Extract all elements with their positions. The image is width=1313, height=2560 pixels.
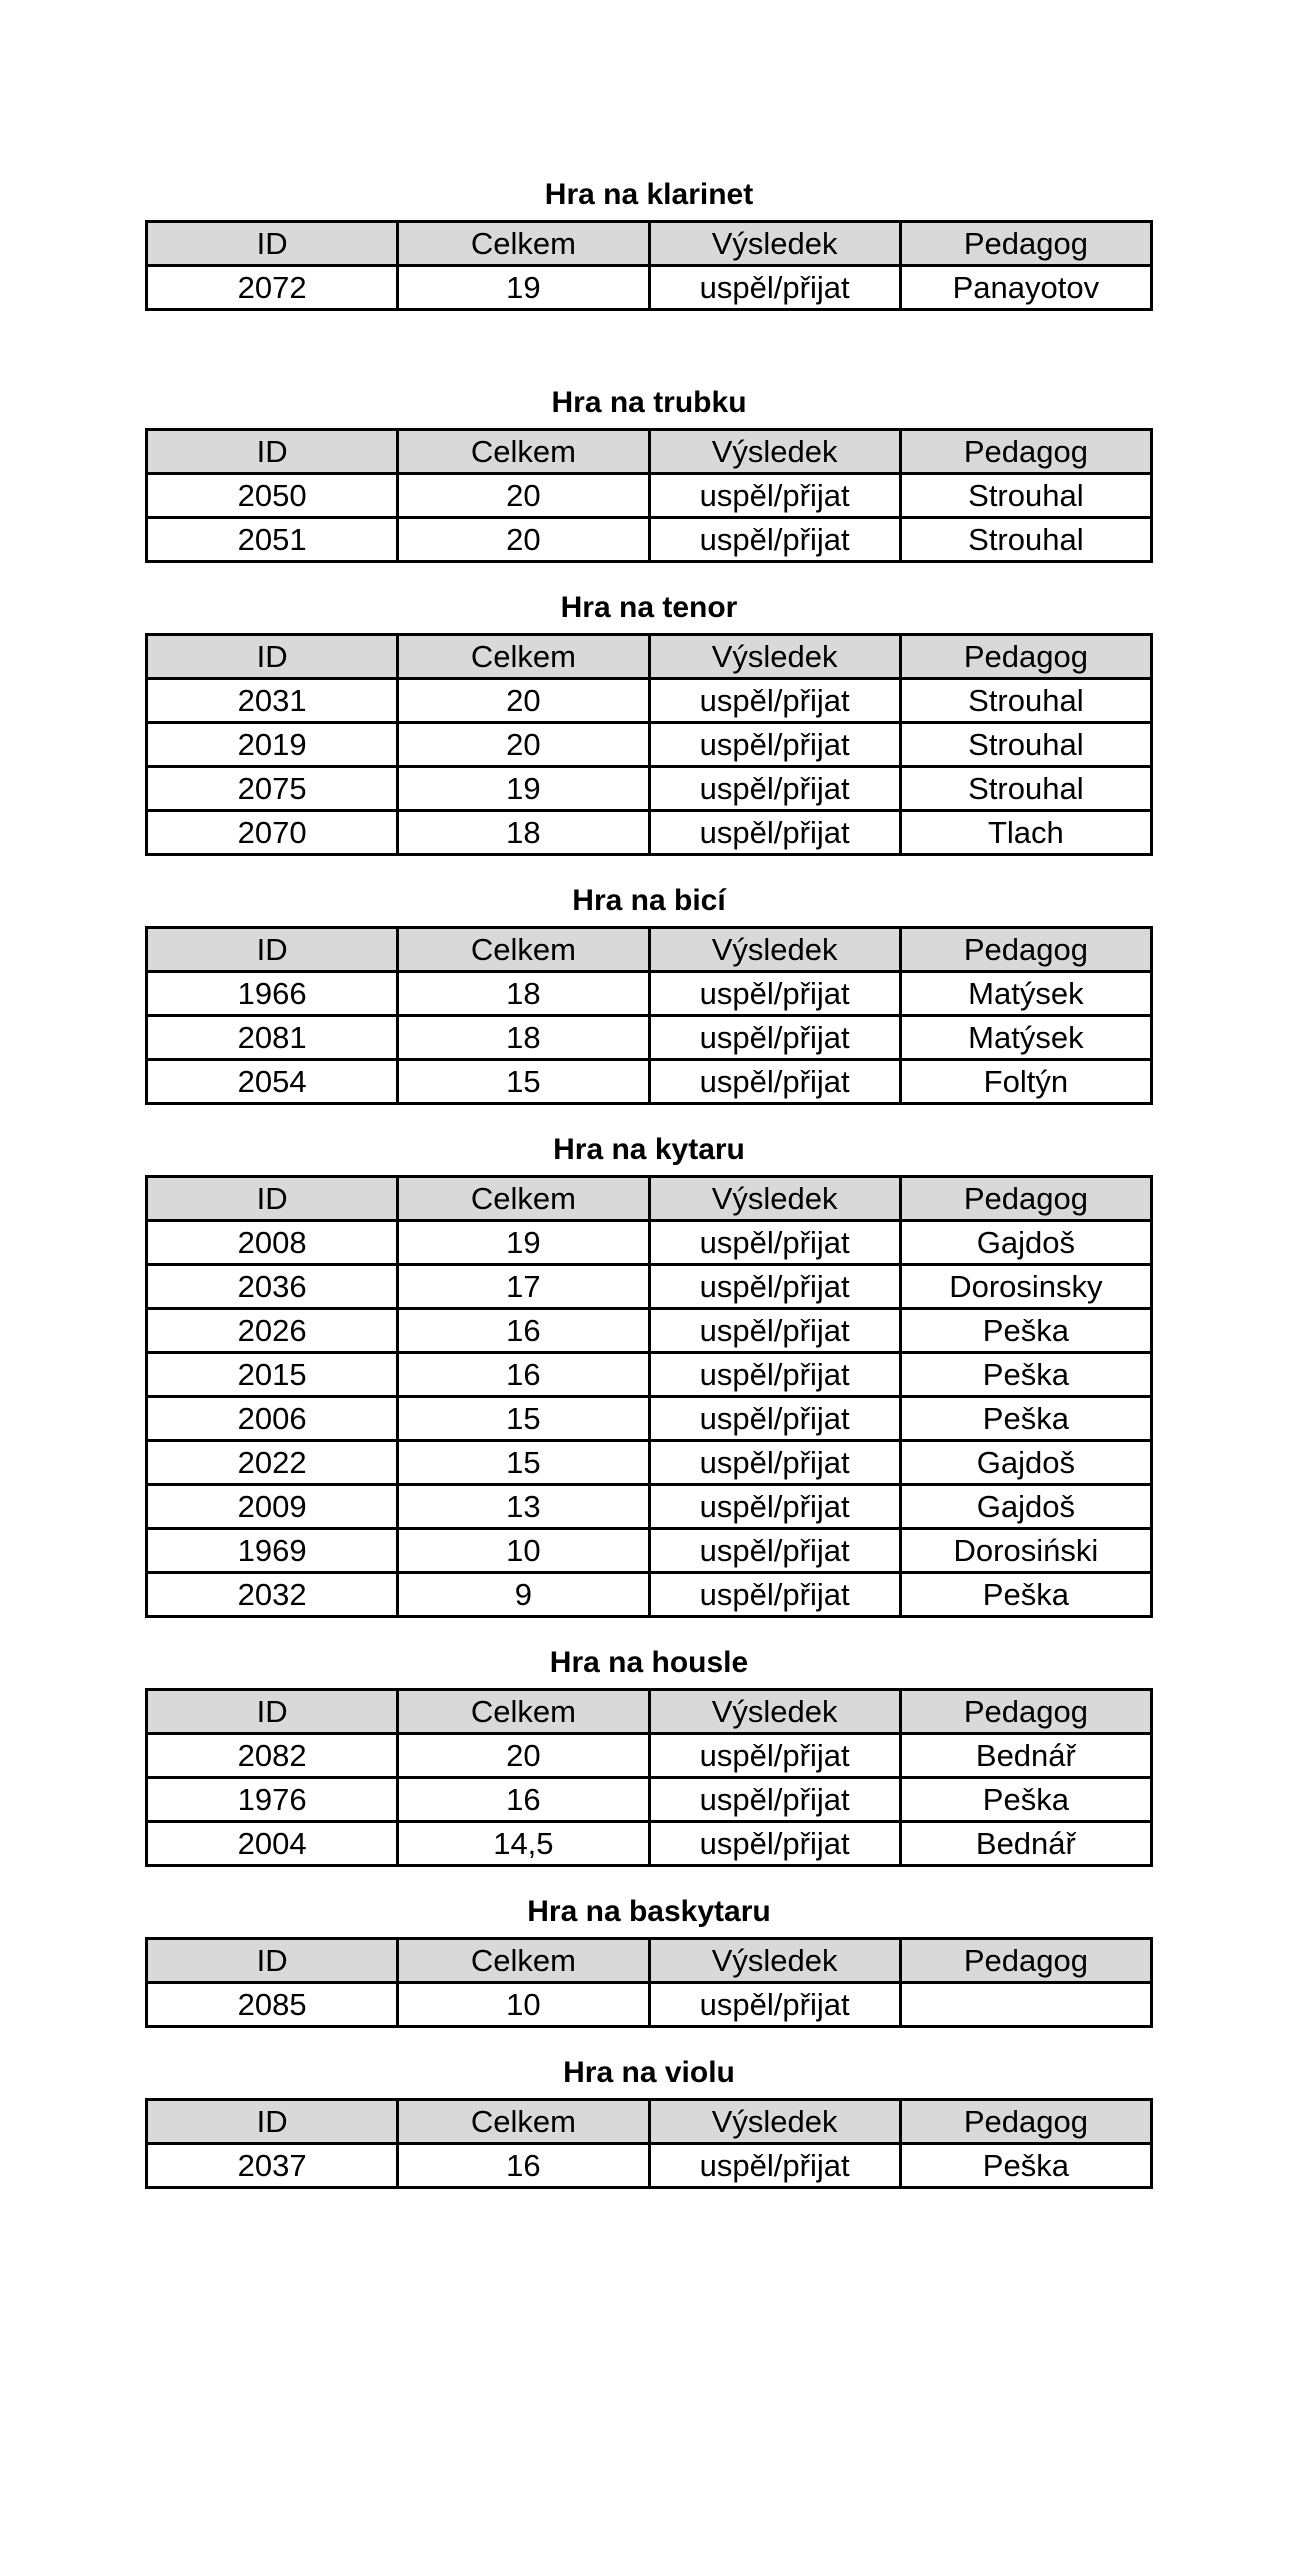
table-cell: uspěl/přijat [649, 679, 900, 723]
table-cell: 2085 [147, 1983, 398, 2027]
table-row [147, 1353, 1152, 1397]
table-cell: 16 [398, 1778, 649, 1822]
table-cell: 2051 [147, 518, 398, 562]
table-cell: Gajdoš [900, 1485, 1151, 1529]
table-cell: 9 [398, 1573, 649, 1617]
column-header: Celkem [398, 1939, 649, 1983]
column-header: Pedagog [900, 635, 1151, 679]
column-header: Celkem [398, 635, 649, 679]
section-title: Hra na baskytaru [527, 1895, 771, 1928]
table-cell: uspěl/přijat [649, 2144, 900, 2188]
table-cell: 18 [398, 972, 649, 1016]
table-cell: 1966 [147, 972, 398, 1016]
table-cell: uspěl/přijat [649, 1573, 900, 1617]
table-row [147, 1221, 1152, 1265]
table-cell: 18 [398, 811, 649, 855]
table-row [147, 972, 1152, 1016]
table-cell: uspěl/přijat [649, 972, 900, 1016]
table-cell: uspěl/přijat [649, 1265, 900, 1309]
column-header: Pedagog [900, 430, 1151, 474]
table-cell: 2008 [147, 1221, 398, 1265]
table-cell: 16 [398, 1309, 649, 1353]
table-row [147, 1397, 1152, 1441]
table-cell: 20 [398, 474, 649, 518]
column-header: Celkem [398, 1177, 649, 1221]
table-cell: uspěl/přijat [649, 1822, 900, 1866]
column-header: Celkem [398, 430, 649, 474]
table-cell: uspěl/přijat [649, 1016, 900, 1060]
column-header: Pedagog [900, 1939, 1151, 1983]
table-row [147, 474, 1152, 518]
table-header-row [147, 1690, 1152, 1734]
table-cell: 2050 [147, 474, 398, 518]
table-cell: uspěl/přijat [649, 723, 900, 767]
results-table [145, 428, 1153, 563]
table-cell: uspěl/přijat [649, 1485, 900, 1529]
column-header: Výsledek [649, 2100, 900, 2144]
instrument-section [145, 2048, 1153, 2189]
table-cell: 2075 [147, 767, 398, 811]
table-cell: 2032 [147, 1573, 398, 1617]
table-cell: uspěl/přijat [649, 1441, 900, 1485]
table-cell: uspěl/přijat [649, 767, 900, 811]
table-cell: uspěl/přijat [649, 1983, 900, 2027]
table-cell: 10 [398, 1983, 649, 2027]
table-row [147, 1441, 1152, 1485]
column-header: ID [147, 222, 398, 266]
table-row [147, 1309, 1152, 1353]
table-header-row [147, 2100, 1152, 2144]
results-document [145, 150, 1153, 2189]
column-header: Pedagog [900, 1690, 1151, 1734]
results-table [145, 1937, 1153, 2028]
column-header: Pedagog [900, 222, 1151, 266]
table-cell [900, 1983, 1151, 2027]
table-cell: 15 [398, 1060, 649, 1104]
column-header: ID [147, 1690, 398, 1734]
table-row [147, 1529, 1152, 1573]
table-cell: Bednář [900, 1734, 1151, 1778]
table-header-row [147, 928, 1152, 972]
column-header: Celkem [398, 1690, 649, 1734]
results-table [145, 220, 1153, 311]
column-header: ID [147, 928, 398, 972]
column-header: Výsledek [649, 222, 900, 266]
table-cell: Strouhal [900, 518, 1151, 562]
table-cell: 20 [398, 1734, 649, 1778]
table-cell: 15 [398, 1397, 649, 1441]
column-header: Celkem [398, 928, 649, 972]
table-cell: 10 [398, 1529, 649, 1573]
section-title: Hra na klarinet [544, 178, 754, 211]
table-cell: 2022 [147, 1441, 398, 1485]
table-header-row [147, 1939, 1152, 1983]
table-cell: uspěl/přijat [649, 474, 900, 518]
table-cell: 2070 [147, 811, 398, 855]
column-header: Výsledek [649, 430, 900, 474]
table-cell: 16 [398, 1353, 649, 1397]
instrument-section [145, 1125, 1153, 1618]
results-table [145, 1175, 1153, 1618]
column-header: ID [147, 1939, 398, 1983]
column-header: Celkem [398, 222, 649, 266]
section-title: Hra na kytaru [553, 1133, 745, 1166]
table-cell: 1969 [147, 1529, 398, 1573]
column-header: Pedagog [900, 928, 1151, 972]
table-cell: 18 [398, 1016, 649, 1060]
column-header: Pedagog [900, 2100, 1151, 2144]
table-row [147, 679, 1152, 723]
table-header-row [147, 222, 1152, 266]
column-header: Výsledek [649, 928, 900, 972]
table-cell: uspěl/přijat [649, 1529, 900, 1573]
column-header: Výsledek [649, 1939, 900, 1983]
table-cell: 14,5 [398, 1822, 649, 1866]
table-cell: Gajdoš [900, 1221, 1151, 1265]
column-header: ID [147, 2100, 398, 2144]
results-table [145, 926, 1153, 1105]
table-cell: Panayotov [900, 266, 1151, 310]
instrument-section [145, 583, 1153, 856]
instrument-section [145, 170, 1153, 311]
table-cell: 20 [398, 679, 649, 723]
table-cell: 2009 [147, 1485, 398, 1529]
table-row [147, 767, 1152, 811]
table-row [147, 1778, 1152, 1822]
table-row [147, 2144, 1152, 2188]
column-header: Celkem [398, 2100, 649, 2144]
section-title: Hra na tenor [560, 591, 738, 624]
section-title: Hra na bicí [572, 884, 726, 917]
table-cell: Strouhal [900, 723, 1151, 767]
table-cell: uspěl/přijat [649, 1353, 900, 1397]
table-cell: uspěl/přijat [649, 1060, 900, 1104]
table-cell: uspěl/přijat [649, 1309, 900, 1353]
table-cell: 13 [398, 1485, 649, 1529]
table-cell: 2026 [147, 1309, 398, 1353]
table-cell: uspěl/přijat [649, 1221, 900, 1265]
table-row [147, 266, 1152, 310]
table-cell: Gajdoš [900, 1441, 1151, 1485]
table-cell: 2072 [147, 266, 398, 310]
table-cell: Peška [900, 1397, 1151, 1441]
table-cell: 2082 [147, 1734, 398, 1778]
table-header-row [147, 635, 1152, 679]
table-cell: 2006 [147, 1397, 398, 1441]
table-row [147, 1822, 1152, 1866]
table-cell: 20 [398, 518, 649, 562]
table-row [147, 1016, 1152, 1060]
table-cell: 2036 [147, 1265, 398, 1309]
instrument-section [145, 1887, 1153, 2028]
table-row [147, 1983, 1152, 2027]
table-cell: 2004 [147, 1822, 398, 1866]
table-cell: uspěl/přijat [649, 518, 900, 562]
table-cell: Tlach [900, 811, 1151, 855]
section-title: Hra na trubku [551, 386, 747, 419]
table-cell: Peška [900, 1778, 1151, 1822]
instrument-section [145, 378, 1153, 563]
table-row [147, 1265, 1152, 1309]
results-table [145, 2098, 1153, 2189]
table-row [147, 811, 1152, 855]
table-cell: Peška [900, 2144, 1151, 2188]
table-header-row [147, 430, 1152, 474]
section-title: Hra na housle [549, 1646, 749, 1679]
table-cell: 17 [398, 1265, 649, 1309]
column-header: Výsledek [649, 1690, 900, 1734]
table-cell: uspěl/přijat [649, 1778, 900, 1822]
table-cell: uspěl/přijat [649, 1397, 900, 1441]
table-cell: 2015 [147, 1353, 398, 1397]
table-cell: Strouhal [900, 679, 1151, 723]
table-row [147, 1485, 1152, 1529]
table-cell: 2054 [147, 1060, 398, 1104]
table-cell: 20 [398, 723, 649, 767]
table-cell: uspěl/přijat [649, 1734, 900, 1778]
column-header: ID [147, 635, 398, 679]
table-cell: Peška [900, 1309, 1151, 1353]
table-cell: uspěl/přijat [649, 266, 900, 310]
table-cell: Foltýn [900, 1060, 1151, 1104]
table-cell: Strouhal [900, 474, 1151, 518]
table-cell: 19 [398, 266, 649, 310]
table-cell: Matýsek [900, 972, 1151, 1016]
table-header-row [147, 1177, 1152, 1221]
column-header: Pedagog [900, 1177, 1151, 1221]
table-cell: 16 [398, 2144, 649, 2188]
table-cell: 2019 [147, 723, 398, 767]
instrument-section [145, 1638, 1153, 1867]
table-cell: Matýsek [900, 1016, 1151, 1060]
table-cell: Strouhal [900, 767, 1151, 811]
table-row [147, 518, 1152, 562]
table-cell: 19 [398, 767, 649, 811]
table-cell: Dorosinsky [900, 1265, 1151, 1309]
results-table [145, 1688, 1153, 1867]
table-cell: 2081 [147, 1016, 398, 1060]
column-header: ID [147, 430, 398, 474]
table-row [147, 1060, 1152, 1104]
table-row [147, 723, 1152, 767]
column-header: Výsledek [649, 635, 900, 679]
instrument-section [145, 876, 1153, 1105]
column-header: Výsledek [649, 1177, 900, 1221]
table-cell: 15 [398, 1441, 649, 1485]
section-title: Hra na violu [563, 2056, 735, 2089]
table-cell: Peška [900, 1353, 1151, 1397]
table-cell: Peška [900, 1573, 1151, 1617]
table-cell: Bednář [900, 1822, 1151, 1866]
results-table [145, 633, 1153, 856]
table-cell: 19 [398, 1221, 649, 1265]
column-header: ID [147, 1177, 398, 1221]
table-cell: uspěl/přijat [649, 811, 900, 855]
table-row [147, 1734, 1152, 1778]
table-cell: 2031 [147, 679, 398, 723]
table-cell: 1976 [147, 1778, 398, 1822]
table-cell: Dorosiński [900, 1529, 1151, 1573]
table-row [147, 1573, 1152, 1617]
table-cell: 2037 [147, 2144, 398, 2188]
